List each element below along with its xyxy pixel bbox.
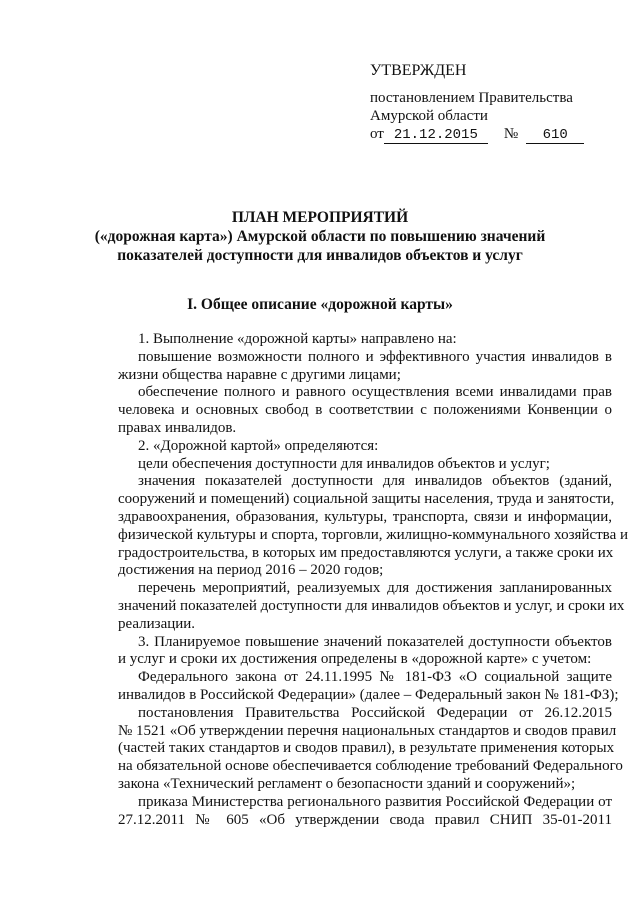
approval-number: 610 [526,128,584,144]
text-line: № 1521 «Об утверждении перечня национальных стандартов и сводов правил [118,722,617,739]
approval-date: 21.12.2015 [384,128,488,144]
approval-line-2: Амурской области [370,108,488,124]
text-line: сооружений и помещений) социальной защиты населения, труда и занятости, [118,491,615,508]
text-line: постановления Правительства Российской Федерации от 26.12.2015 [138,704,612,721]
document-title-line-3: показателей доступности для инвалидов объектов и услуг [117,247,523,264]
text-line: реализации. [118,615,196,632]
text-line: градостроительства, в которых им предоставляются услуги, а также сроки их [118,544,614,561]
text-line: приказа Министерства регионального развития Российской Федерации от [138,793,612,810]
text-line: 3. Планируемое повышение значений показателей доступности объектов [138,633,612,650]
approval-title: УТВЕРЖДЕН [370,62,467,79]
approval-line-1: постановлением Правительства [370,90,573,106]
text-line: здравоохранения, образования, культуры, транспорта, связи и информации, [118,508,612,525]
text-line: жизни общества наравне с другими лицами; [118,366,401,383]
text-line: 2. «Дорожной картой» определяются: [138,437,379,454]
text-line: правах инвалидов. [118,419,237,436]
text-line: инвалидов в Российской Федерации» (далее – Федеральный закон № 181-ФЗ); [118,686,619,703]
text-line: повышение возможности полного и эффективного участия инвалидов в [138,348,612,365]
text-line: обеспечение полного и равного осуществления всеми инвалидами прав [138,384,612,401]
text-line: на обязательной основе обеспечивается соблюдение требований Федерального [118,758,623,775]
section-heading: I. Общее описание «дорожной карты» [187,296,453,313]
text-line: значения показателей доступности для инвалидов объектов (зданий, [138,473,612,490]
text-line: физической культуры и спорта, торговли, жилищно-коммунального хозяйства и [118,526,628,543]
approval-stamp [370,62,620,144]
text-line: достижения на период 2016 – 2020 годов; [118,562,384,579]
approval-number-sign: № [503,126,519,142]
document-title-line-2: («дорожная карта») Амурской области по повышению значений [94,228,546,245]
text-line: цели обеспечения доступности для инвалидов объектов и услуг; [138,455,550,472]
text-line: 27.12.2011 № 605 «Об утверждении свода правил СНИП 35-01-2011 [118,811,612,828]
text-line: (частей таких стандартов и сводов правил), в результате применения которых [118,740,615,757]
document-title-line-1: ПЛАН МЕРОПРИЯТИЙ [231,209,409,226]
text-line: значений показателей доступности для инвалидов объектов и услуг, и сроки их [118,597,625,614]
approval-date-prefix: от [370,126,384,142]
text-line: человека и основных свобод в соответствии с положениями Конвенции о [118,402,612,419]
approval-date-line [370,125,620,144]
text-line: и услуг и сроки их достижения определены в «дорожной карте» с учетом: [118,651,592,668]
text-line: перечень мероприятий, реализуемых для достижения запланированных [138,580,612,597]
text-line: 1. Выполнение «дорожной карты» направлено на: [138,331,457,347]
text-line: Федерального закона от 24.11.1995 № 181-ФЗ «О социальной защите [138,669,612,686]
text-line: закона «Технический регламент о безопасности зданий и сооружений»; [118,775,576,792]
document-title [90,208,550,265]
body-text [118,331,628,829]
